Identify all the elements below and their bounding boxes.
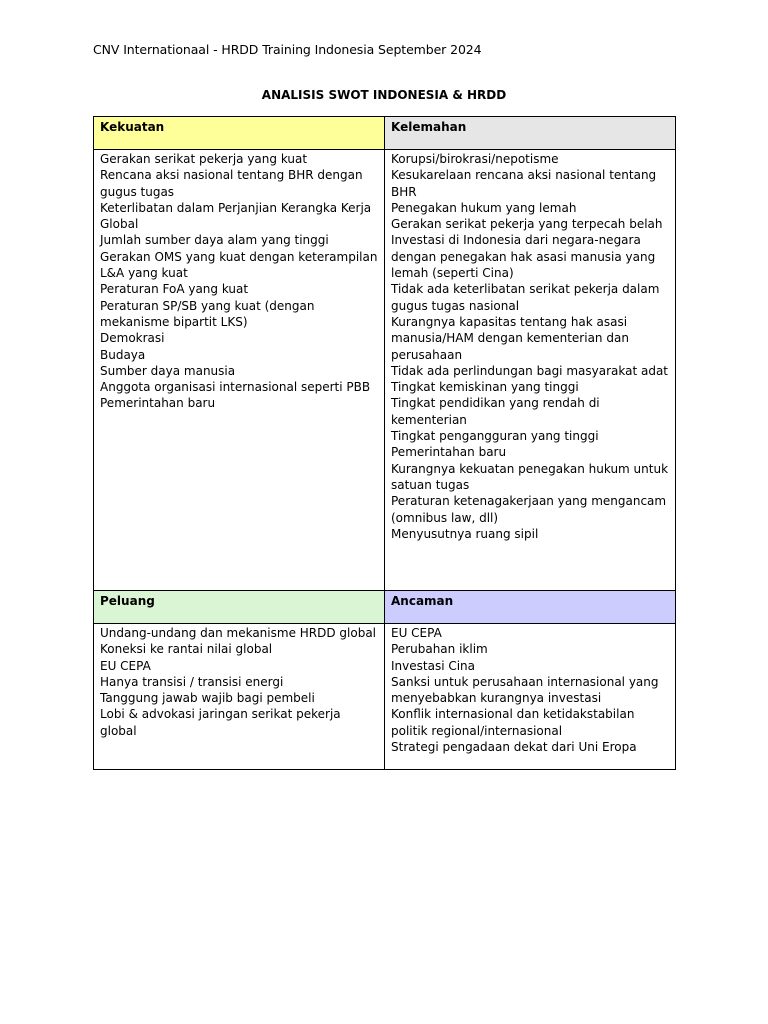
weakness-item: Investasi di Indonesia dari negara-negara dengan penegakan hak asasi manusia yang lemah (seperti Cina) bbox=[391, 233, 656, 281]
opportunities-cell bbox=[94, 624, 385, 770]
strengths-header: Kekuatan bbox=[94, 117, 385, 150]
weakness-item: Tingkat pendidikan yang rendah di kementerian bbox=[391, 396, 600, 427]
threats-cell bbox=[385, 624, 676, 770]
opportunity-item: EU CEPA bbox=[100, 658, 151, 673]
opportunities-header: Peluang bbox=[94, 591, 385, 624]
weakness-item: Tidak ada perlindungan bagi masyarakat adat bbox=[391, 363, 669, 378]
threat-item: Sanksi untuk perusahaan internasional yang menyebabkan kurangnya investasi bbox=[391, 674, 659, 706]
opportunity-item: Undang-undang dan mekanisme HRDD global bbox=[100, 626, 377, 640]
weakness-item: Penegakan hukum yang lemah bbox=[391, 200, 577, 215]
strength-item: Keterlibatan dalam Perjanjian Kerangka Kerja Global bbox=[100, 200, 372, 232]
opportunity-item: Koneksi ke rantai nilai global bbox=[100, 642, 273, 657]
threat-item: Investasi Cina bbox=[391, 658, 476, 673]
threats-header: Ancaman bbox=[385, 591, 676, 624]
strength-item: Rencana aksi nasional tentang BHR dengan gugus tugas bbox=[100, 168, 363, 199]
opportunity-item: Tanggung jawab wajib bagi pembeli bbox=[100, 691, 315, 706]
weakness-item: Pemerintahan baru bbox=[391, 445, 507, 460]
weakness-item: Tingkat kemiskinan yang tinggi bbox=[391, 380, 579, 395]
strength-item: Demokrasi bbox=[100, 331, 165, 346]
page-header: CNV Internationaal - HRDD Training Indonesia September 2024 bbox=[93, 42, 482, 57]
opportunity-item: Lobi & advokasi jaringan serikat pekerja global bbox=[100, 707, 341, 738]
weakness-item: Menyusutnya ruang sipil bbox=[391, 526, 539, 541]
weakness-item: Tidak ada keterlibatan serikat pekerja dalam gugus tugas nasional bbox=[391, 282, 660, 313]
opportunity-item: Hanya transisi / transisi energi bbox=[100, 674, 284, 689]
weaknesses-header: Kelemahan bbox=[385, 117, 676, 150]
weakness-item: Kurangnya kekuatan penegakan hukum untuk satuan tugas bbox=[391, 461, 669, 492]
threat-item: Strategi pengadaan dekat dari Uni Eropa bbox=[391, 740, 637, 755]
strength-item: Pemerintahan baru bbox=[100, 396, 216, 411]
swot-table bbox=[93, 116, 676, 770]
weakness-item: Korupsi/birokrasi/nepotisme bbox=[391, 152, 559, 166]
weakness-item: Kurangnya kapasitas tentang hak asasi manusia/HAM dengan kementerian dan perusahaan bbox=[391, 314, 629, 362]
strength-item: Anggota organisasi internasional seperti PBB bbox=[100, 380, 371, 395]
weakness-item: Gerakan serikat pekerja yang terpecah belah bbox=[391, 217, 663, 232]
threat-item: Konflik internasional dan ketidakstabilan politik regional/internasional bbox=[391, 707, 635, 738]
threat-item: EU CEPA bbox=[391, 626, 442, 640]
weakness-item: Tingkat pengangguran yang tinggi bbox=[391, 429, 599, 444]
strength-item: Peraturan SP/SB yang kuat (dengan mekanisme bipartit LKS) bbox=[100, 298, 315, 329]
weakness-item: Peraturan ketenagakerjaan yang mengancam (omnibus law, dll) bbox=[391, 494, 667, 525]
strength-item: Gerakan serikat pekerja yang kuat bbox=[100, 152, 308, 166]
strengths-cell bbox=[94, 150, 385, 591]
strength-item: Sumber daya manusia bbox=[100, 363, 236, 378]
strength-item: Peraturan FoA yang kuat bbox=[100, 282, 249, 297]
strength-item: Jumlah sumber daya alam yang tinggi bbox=[100, 233, 329, 248]
document-title: ANALISIS SWOT INDONESIA & HRDD bbox=[261, 88, 507, 102]
weaknesses-cell bbox=[385, 150, 676, 591]
weakness-item: Kesukarelaan rencana aksi nasional tentang BHR bbox=[391, 168, 657, 199]
strength-item: Gerakan OMS yang kuat dengan keterampilan L&A yang kuat bbox=[100, 249, 378, 281]
threat-item: Perubahan iklim bbox=[391, 642, 488, 657]
strength-item: Budaya bbox=[100, 347, 146, 362]
